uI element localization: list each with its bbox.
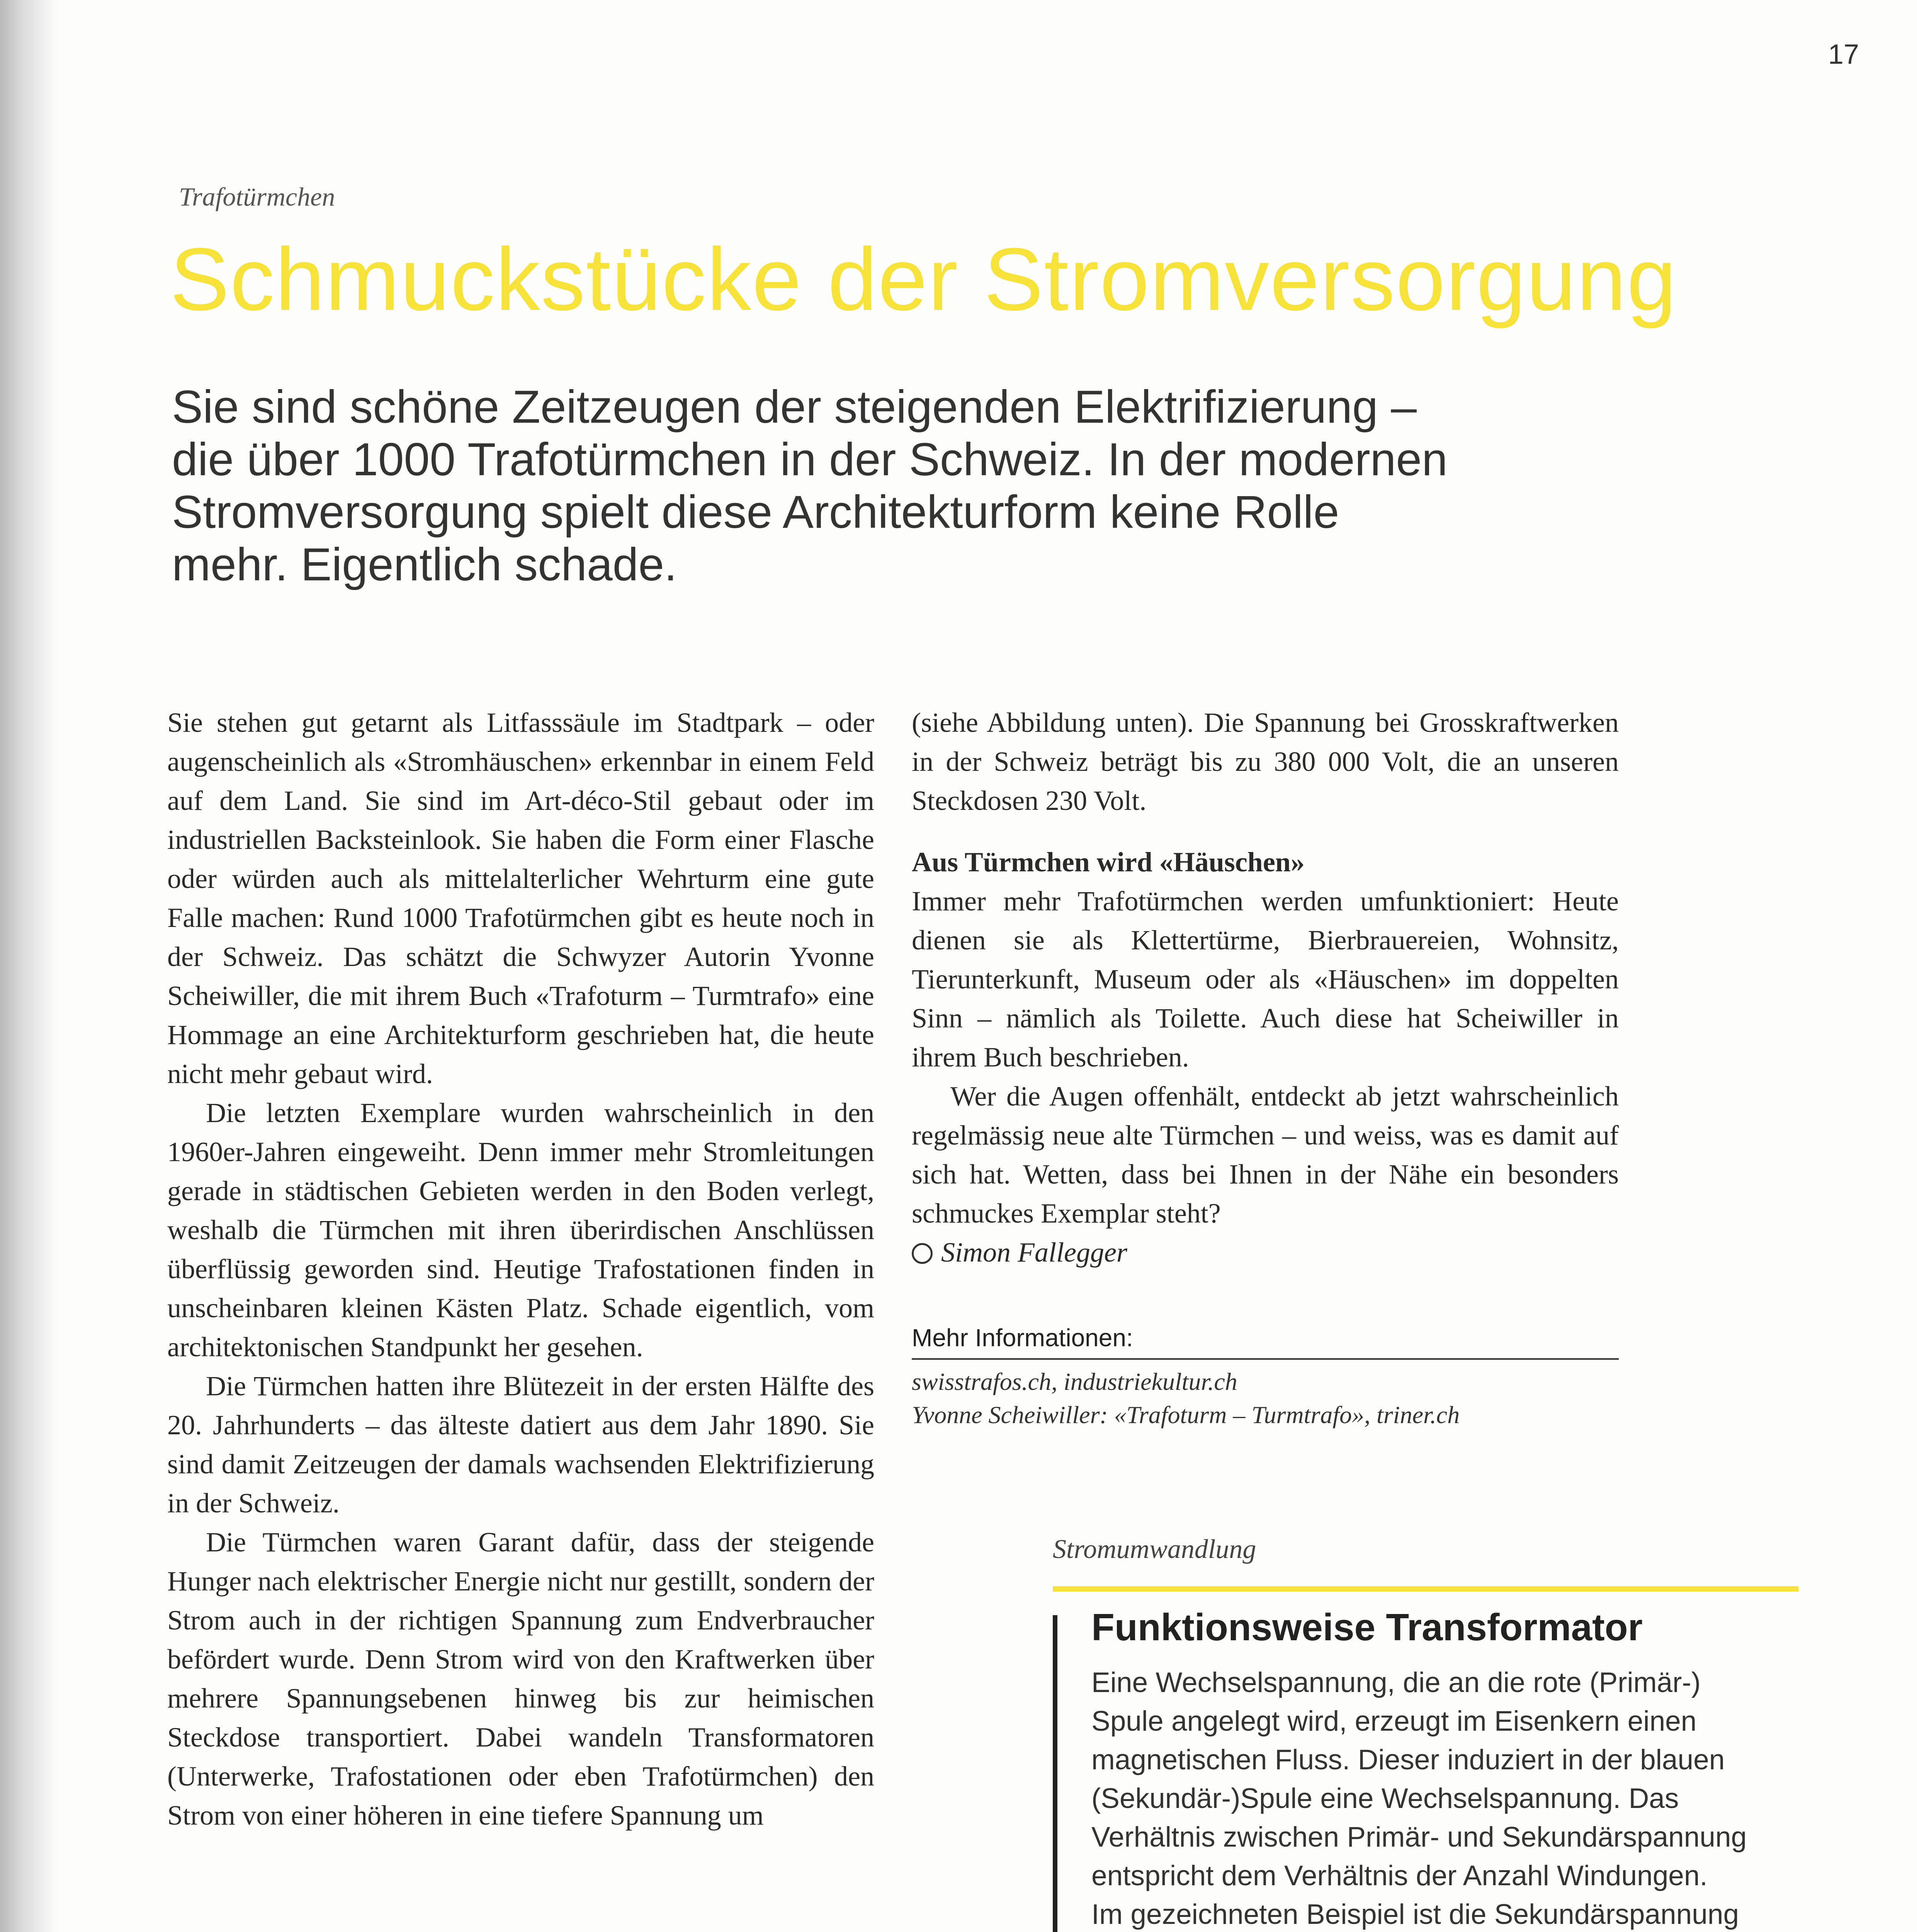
body-paragraph: Immer mehr Trafotürmchen werden umfunktioniert: Heute dienen sie als Klettertürme, Bierbrauereien, Wohnsitz, Tierunterkunft, Museum oder als «Häuschen» im doppelten Sinn – nämlich als Toilette. Auch diese hat Scheiwiller in ihrem Buch beschrieben. (912, 886, 1619, 1073)
infobox-line: Eine Wechselspannung, die an die rote (Primär-) (1091, 1667, 1701, 1698)
lead-line: Stromversorgung spielt diese Architekturform keine Rolle (172, 486, 1339, 538)
lead-line: die über 1000 Trafotürmchen in der Schweiz. In der modernen (172, 434, 1448, 485)
infobox-line: entspricht dem Verhältnis der Anzahl Windungen. (1091, 1860, 1708, 1891)
article-title: Schmuckstücke der Stromversorgung (170, 230, 1677, 329)
body-paragraph: Die Türmchen hatten ihre Blütezeit in der ersten Hälfte des 20. Jahrhunderts – das älteste datiert aus dem Jahr 1890. Sie sind damit Zeitzeugen der damals wachsenden Elektrifizierung in der Schweiz. (167, 1371, 874, 1519)
body-paragraph: Wer die Augen offenhält, entdeckt ab jetzt wahrscheinlich regelmässig neue alte Türmchen – und weiss, was es damit auf sich hat. Wetten, dass bei Ihnen in der Nähe ein besonders schmuckes Exemplar steht? (912, 1081, 1619, 1229)
body-column-right (912, 703, 1619, 1272)
article-kicker: Trafotürmchen (179, 182, 335, 211)
lead-line: Sie sind schöne Zeitzeugen der steigenden Elektrifizierung – (172, 381, 1417, 433)
more-info-links: swisstrafos.ch, industriekultur.ch (912, 1368, 1237, 1395)
infobox-line: magnetischen Fluss. Dieser induziert in der blauen (1091, 1744, 1725, 1776)
infobox-yellow-rule (1053, 1586, 1798, 1592)
infobox-line: Verhältnis zwischen Primär- und Sekundärspannung (1091, 1821, 1747, 1853)
article-lead (172, 381, 1447, 591)
body-paragraph: (siehe Abbildung unten). Die Spannung bei Grosskraftwerken in der Schweiz beträgt bis zu 380 000 Volt, die an unseren Steckdosen 230 Volt. (912, 707, 1619, 816)
infobox-line: (Sekundär-)Spule eine Wechselspannung. Das (1091, 1783, 1679, 1814)
infobox-kicker: Stromumwandlung (1053, 1534, 1256, 1564)
author-circle-icon (912, 1243, 933, 1264)
body-paragraph: Die Türmchen waren Garant dafür, dass der steigende Hunger nach elektrischer Energie nicht nur gestillt, sondern der Strom auch in der richtigen Spannung zum Endverbraucher befördert wurde. Denn Strom wird von den Kraftwerken über mehrere Spannungsebenen hinweg bis zur heimischen Steckdose transportiert. Dabei wandeln Transformatoren (Unterwerke, Trafostationen oder eben Trafotürmchen) den Strom von einer höheren in eine tiefere Spannung um (167, 1527, 874, 1831)
infobox-line: Im gezeichneten Beispiel ist die Sekundärspannung (1091, 1899, 1739, 1930)
body-paragraph: Die letzten Exemplare wurden wahrscheinlich in den 1960er-Jahren eingeweiht. Denn immer mehr Stromleitungen gerade in städtischen Gebieten werden in den Boden verlegt, weshalb die Türmchen mit ihren überirdischen Anschlüssen überflüssig geworden sind. Heutige Trafostationen finden in unscheinbaren kleinen Kästen Platz. Schade eigentlich, vom architektonischen Standpunkt her gesehen. (167, 1097, 874, 1362)
more-info (912, 1323, 1619, 1432)
infobox-line: Spule angelegt wird, erzeugt im Eisenkern einen (1091, 1706, 1697, 1737)
lead-line: mehr. Eigentlich schade. (172, 539, 677, 590)
more-info-label: Mehr Informationen: (912, 1323, 1619, 1360)
infobox-title: Funktionsweise Transformator (1091, 1606, 1643, 1648)
infobox-text (1091, 1663, 1787, 1932)
body-paragraph: Sie stehen gut getarnt als Litfasssäule im Stadtpark – oder augenscheinlich als «Stromhäuschen» erkennbar in einem Feld auf dem Land. Sie sind im Art-déco-Stil gebaut oder im industriellen Backsteinlook. Sie haben die Form einer Flasche oder würden auch als mittelalterlicher Wehrturm eine gute Falle machen: Rund 1000 Trafotürmchen gibt es heute noch in der Schweiz. Das schätzt die Schwyzer Autorin Yvonne Scheiwiller, die mit ihrem Buch «Trafoturm – Turmtrafo» eine Hommage an eine Architekturform geschrieben hat, die heute nicht mehr gebaut wird. (167, 707, 874, 1089)
body-column-left (167, 703, 874, 1835)
infobox-side-bar (1053, 1615, 1057, 1932)
section-subheading: Aus Türmchen wird «Häuschen» (912, 847, 1305, 878)
page-binding-shadow (0, 0, 58, 1932)
author-line (912, 1233, 1619, 1272)
more-info-book: Yvonne Scheiwiller: «Trafoturm – Turmtrafo», triner.ch (912, 1401, 1460, 1429)
page-number: 17 (1828, 39, 1859, 70)
author-name: Simon Fallegger (941, 1237, 1127, 1268)
